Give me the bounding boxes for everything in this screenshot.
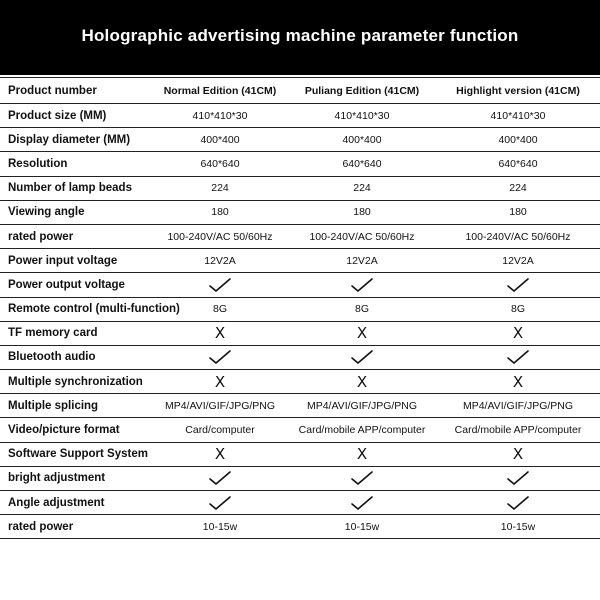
row-label: Multiple synchronization [8,375,143,388]
table-body [0,104,600,539]
table-row [0,152,600,176]
row-label: Angle adjustment [8,496,105,509]
checkmark-icon [150,491,290,514]
table-cell: 10-15w [202,520,238,533]
row-label: Product size (MM) [8,109,107,122]
checkmark-icon [150,346,290,369]
checkmark-icon [443,273,593,296]
table-cell: 224 [353,182,371,195]
table-cell: 224 [211,182,229,195]
table-cell: 224 [509,182,527,195]
row-label: rated power [8,520,74,533]
row-label: Resolution [8,157,68,170]
table-header-row [0,77,600,104]
page-title: Holographic advertising machine parameter function [81,25,519,45]
table-row [0,322,600,346]
table-cell: 100-240V/AC 50/60Hz [167,230,273,243]
table-row [0,273,600,297]
checkmark-icon [293,467,431,490]
table-cell: 12V2A [204,254,236,267]
table-row [0,491,600,515]
table-cell: 640*640 [200,157,240,170]
table-cell: 8G [510,303,525,316]
checkmark-icon [443,491,593,514]
table-cell: 180 [211,206,229,219]
table-row [0,443,600,467]
row-label: bright adjustment [8,472,106,485]
table-row [0,394,600,418]
checkmark-icon [150,273,290,296]
spec-table [0,77,600,539]
table-row [0,249,600,273]
table-row [0,346,600,370]
table-row [0,418,600,442]
checkmark-icon [443,346,593,369]
table-row [0,177,600,201]
table-cell: 12V2A [502,254,534,267]
checkmark-icon [150,467,290,490]
row-label: Power output voltage [8,278,125,291]
table-cell: 640*640 [498,157,538,170]
row-label: Number of lamp beads [8,182,132,195]
row-label: Video/picture format [8,424,120,437]
table-cell: 12V2A [346,254,378,267]
table-row [0,201,600,225]
table-cell: Card/mobile APP/computer [454,424,582,437]
row-label: Multiple splicing [8,399,99,412]
cross-icon: X [512,324,524,343]
table-cell: 410*410*30 [490,109,546,122]
cross-icon: X [214,445,226,464]
table-cell: 100-240V/AC 50/60Hz [309,230,415,243]
table-cell: 400*400 [342,133,382,146]
table-cell: 8G [212,303,227,316]
table-row [0,515,600,539]
row-label: Remote control (multi-function) [8,303,180,316]
checkmark-icon [293,273,431,296]
checkmark-icon [293,346,431,369]
table-cell: 410*410*30 [334,109,390,122]
table-row [0,225,600,249]
table-cell: MP4/AVI/GIF/JPG/PNG [164,399,276,412]
table-cell: Card/computer [185,424,255,437]
table-cell: 180 [353,206,371,219]
checkmark-icon [293,491,431,514]
row-label: rated power [8,230,74,243]
table-row [0,128,600,152]
table-cell: MP4/AVI/GIF/JPG/PNG [462,399,574,412]
row-label: TF memory card [8,327,98,340]
row-label: Display diameter (MM) [8,133,131,146]
cross-icon: X [214,372,226,391]
column-header-product-number: Product number [8,84,97,97]
table-cell: 400*400 [200,133,240,146]
table-cell: MP4/AVI/GIF/JPG/PNG [306,399,418,412]
table-cell: 180 [509,206,527,219]
table-cell: 8G [354,303,369,316]
cross-icon: X [356,324,368,343]
table-row [0,370,600,394]
column-header-highlight-version: Highlight version (41CM) [456,84,580,97]
table-cell: 640*640 [342,157,382,170]
row-label: Software Support System [8,448,148,461]
table-cell: 10-15w [344,520,380,533]
cross-icon: X [512,372,524,391]
column-header-puliang-edition: Puliang Edition (41CM) [304,84,420,97]
table-cell: 10-15w [500,520,536,533]
cross-icon: X [356,372,368,391]
table-row [0,104,600,128]
table-cell: Card/mobile APP/computer [298,424,426,437]
column-header-normal-edition: Normal Edition (41CM) [163,84,277,97]
checkmark-icon [443,467,593,490]
cross-icon: X [512,445,524,464]
table-row [0,467,600,491]
table-cell: 400*400 [498,133,538,146]
row-label: Bluetooth audio [8,351,96,364]
title-banner [0,0,600,75]
table-cell: 100-240V/AC 50/60Hz [465,230,571,243]
cross-icon: X [356,445,368,464]
cross-icon: X [214,324,226,343]
row-label: Power input voltage [8,254,118,267]
table-cell: 410*410*30 [192,109,248,122]
table-row [0,298,600,322]
row-label: Viewing angle [8,206,85,219]
